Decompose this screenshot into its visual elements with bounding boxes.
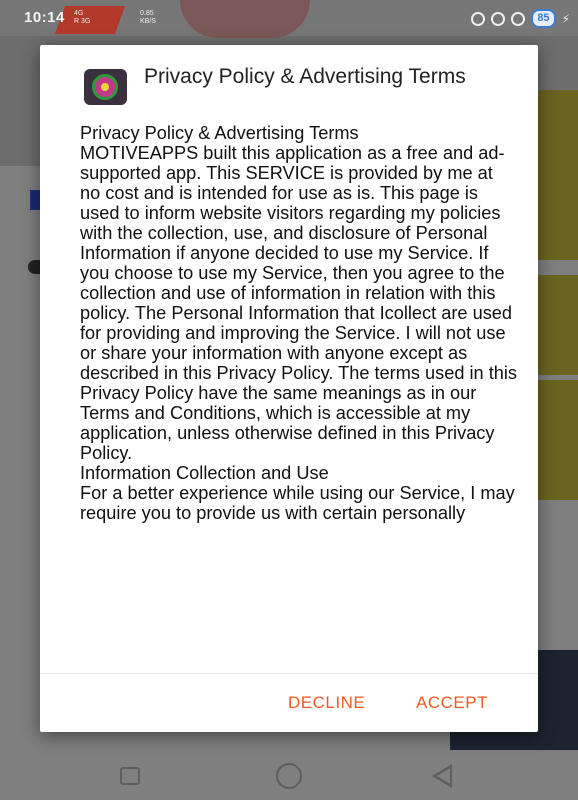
lock-rotation-icon: [491, 12, 505, 26]
data-saver-icon: [471, 12, 485, 26]
privacy-policy-dialog: [40, 45, 538, 732]
dialog-body-text: Privacy Policy & Advertising Terms MOTIVEAPPS built this application as a free and ad-supported app. This SERVICE is provided by me at no cost and is intended for use as is. This page is used to inform website visitors regarding my policies with the collection, use, and disclosure of Personal Information if anyone decided to use my Service. If you choose to use my Service, then you agree to the collection and use of information in relation with this policy. The Personal Information that Icollect are used for providing and improving the Service. I will not use or share your information with anyone except as described in this Privacy Policy. The terms used in this Privacy Policy have the same meanings as in our Terms and Conditions, which is accessible at my application, unless otherwise defined in this Privacy Policy. Information Collection and Use For a better experience while using our Service, I may require you to provide us with certain personally: [80, 123, 518, 523]
header-image: [180, 0, 310, 38]
app-icon-dot: [101, 83, 109, 91]
dialog-title: Privacy Policy & Advertising Terms: [144, 65, 466, 88]
accept-button[interactable]: ACCEPT: [416, 693, 488, 712]
battery-indicator: 85: [531, 9, 555, 28]
dialog-message[interactable]: [80, 123, 518, 674]
recent-apps-icon[interactable]: [120, 767, 140, 785]
status-icons: [471, 9, 570, 28]
network-4g: 4G: [74, 10, 84, 17]
alarm-icon: [511, 12, 525, 26]
app-icon: [84, 69, 127, 105]
status-bar: [0, 0, 578, 36]
network-speed: [140, 10, 156, 26]
status-time: 10:14: [24, 9, 65, 26]
speed-unit: KB/S: [140, 18, 156, 25]
dialog-divider: [40, 673, 538, 674]
home-icon[interactable]: [276, 763, 302, 789]
network-3g: 3G: [81, 18, 91, 25]
charging-icon: ⚡: [561, 11, 570, 26]
decline-button[interactable]: DECLINE: [288, 693, 366, 712]
network-type: R: [74, 18, 80, 25]
back-icon[interactable]: [432, 764, 452, 788]
speed-value: 0.85: [140, 10, 154, 17]
network-indicator: [74, 10, 90, 26]
